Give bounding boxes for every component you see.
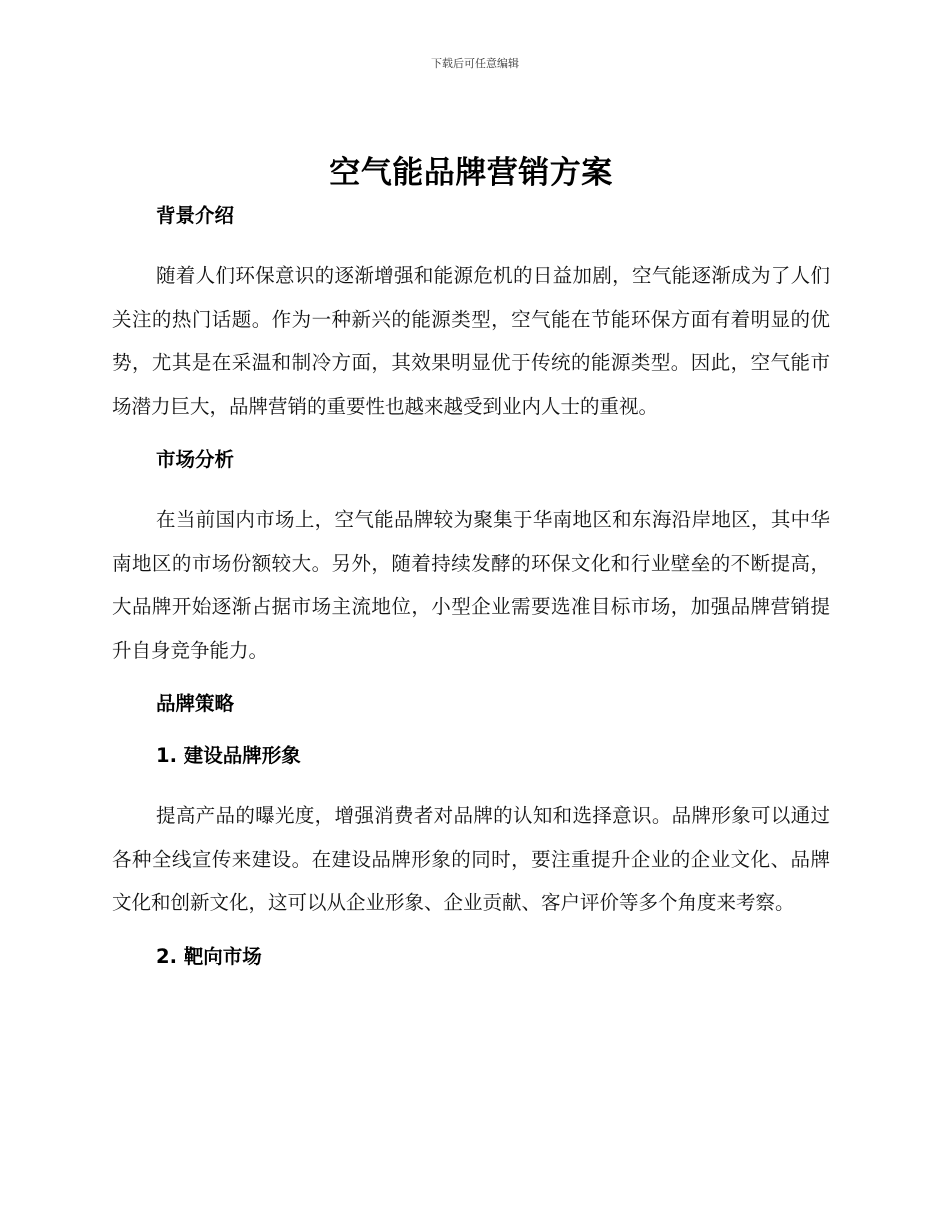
section-heading-background: 背景介绍 [156, 204, 235, 227]
page-header-note: 下载后可任意编辑 [431, 57, 519, 70]
section-heading-market-analysis: 市场分析 [156, 448, 235, 471]
spacer [112, 672, 830, 688]
spacer [112, 232, 830, 254]
spacer [112, 772, 830, 794]
section-paragraph-background: 随着人们环保意识的逐渐增强和能源危机的日益加剧，空气能逐渐成为了人们关注的热门话题。作为一种新兴的能源类型，空气能在节能环保方面有着明显的优势，尤其是在采温和制冷方面，其效果明显优于传统的能源类型。因此，空气能市场潜力巨大，品牌营销的重要性也越来越受到业内人士的重视。 [112, 264, 830, 418]
section-heading-brand-strategy: 品牌策略 [156, 692, 235, 715]
spacer [112, 476, 830, 498]
section-heading-build-brand-image: 1. 建设品牌形象 [156, 744, 301, 767]
section-paragraph-build-brand-image: 提高产品的曝光度，增强消费者对品牌的认知和选择意识。品牌形象可以通过各种全线宣传来建设。在建设品牌形象的同时，要注重提升企业的企业文化、品牌文化和创新文化，这可以从企业形象、企业贡献、客户评价等多个角度来考察。 [112, 804, 830, 914]
section-paragraph-market-analysis: 在当前国内市场上，空气能品牌较为聚集于华南地区和东海沿岸地区，其中华南地区的市场份额较大。另外，随着持续发酵的环保文化和行业壁垒的不断提高，大品牌开始逐渐占据市场主流地位，小型企业需要选准目标市场，加强品牌营销提升自身竞争能力。 [112, 508, 830, 662]
section-heading-target-market: 2. 靶向市场 [156, 944, 262, 968]
spacer [112, 925, 830, 941]
spacer [112, 428, 830, 444]
spacer [112, 720, 830, 740]
document-body [112, 150, 830, 973]
document-title: 空气能品牌营销方案 [329, 155, 613, 191]
